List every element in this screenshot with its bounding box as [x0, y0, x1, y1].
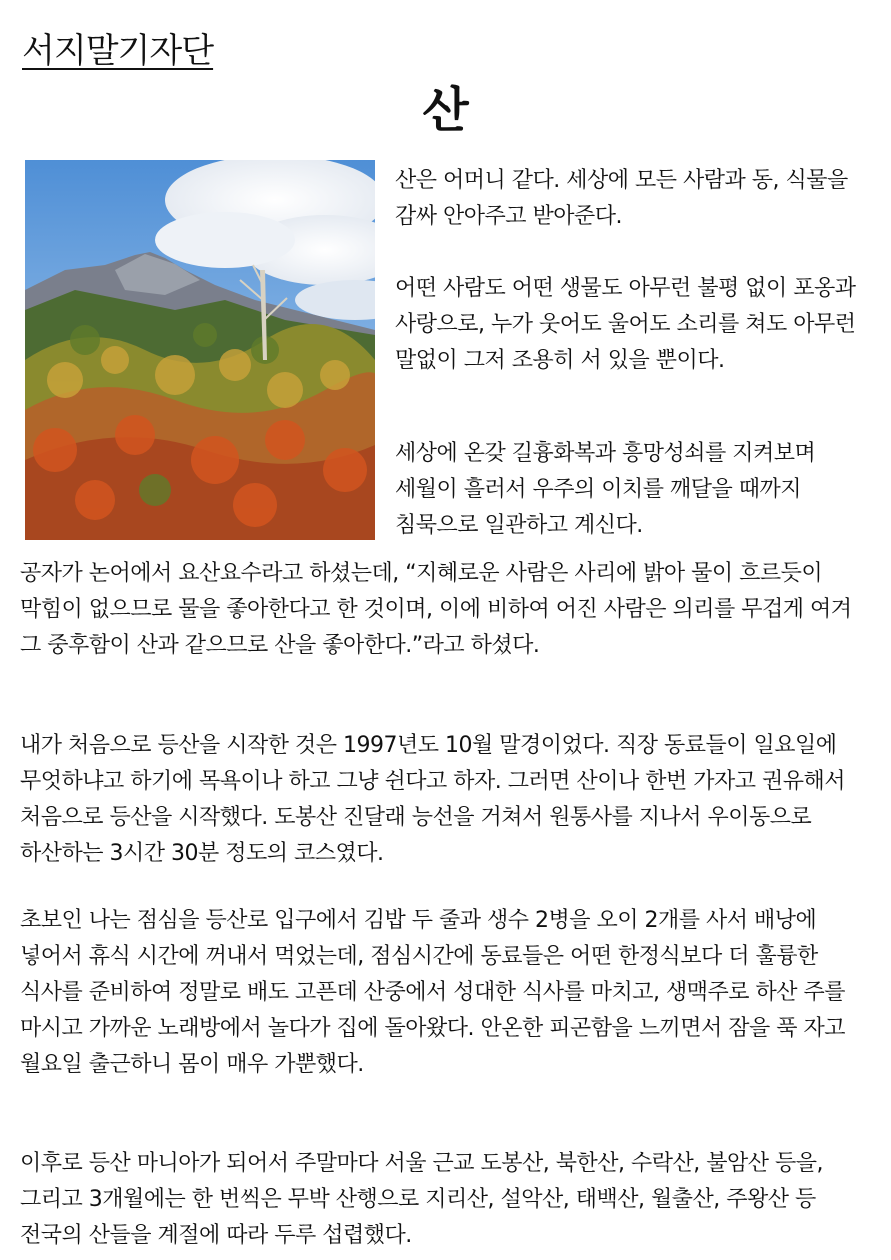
paragraph: 공자가 논어에서 요산요수라고 하셨는데, “지혜로운 사람은 사리에 밝아 물이 흐르듯이 막힘이 없으므로 물을 좋아한다고 한 것이며, 이에 비하여 어진 사람은 의리를 무겁게 여겨 그 중후함이 산과 같으므로 산을 좋아한다.”라고 하셨다.	[20, 561, 852, 658]
paragraph: 세상에 온갖 길흉화복과 흥망성쇠를 지켜보며 세월이 흘러서 우주의 이치를 깨달을 때까지 침묵으로 일관하고 계신다.	[395, 441, 816, 538]
paragraph: 어떤 사람도 어떤 생물도 아무런 불평 없이 포옹과 사랑으로, 누가 웃어도 울어도 소리를 쳐도 아무런 말없이 그저 조용히 서 있을 뿐이다.	[395, 276, 856, 373]
section-label: 서지말기자단	[22, 31, 214, 71]
paragraph: 초보인 나는 점심을 등산로 입구에서 김밥 두 줄과 생수 2병을 오이 2개를 사서 배낭에 넣어서 휴식 시간에 꺼내서 먹었는데, 점심시간에 동료들은 어떤 한정식보다 더 훌륭한 식사를 준비하여 정말로 배도 고픈데 산중에서 성대한 식사를 마치고, 생맥주로 하산 주를 마시고 가까운 노래방에서 놀다가 집에 돌아왔다. 안온한 피곤함을 느끼면서 잠을 푹 자고 월요일 출근하니 몸이 매우 가뿐했다.	[20, 908, 845, 1077]
paragraph: 이후로 등산 마니아가 되어서 주말마다 서울 근교 도봉산, 북한산, 수락산, 불암산 등을, 그리고 3개월에는 한 번씩은 무박 산행으로 지리산, 설악산, 태백산, 월출산, 주왕산 등 전국의 산들을 계절에 따라 두루 섭렵했다.	[20, 1151, 823, 1248]
article-title: 산	[422, 82, 469, 138]
paragraph: 내가 처음으로 등산을 시작한 것은 1997년도 10월 말경이었다. 직장 동료들이 일요일에 무엇하냐고 하기에 목욕이나 하고 그냥 쉰다고 하자. 그러면 산이나 한번 가자고 권유해서 처음으로 등산을 시작했다. 도봉산 진달래 능선을 거쳐서 원통사를 지나서 우이동으로 하산하는 3시간 30분 정도의 코스였다.	[20, 733, 845, 866]
mountain-photo	[25, 160, 375, 540]
paragraph: 산은 어머니 같다. 세상에 모든 사람과 동, 식물을 감싸 안아주고 받아준다.	[395, 168, 848, 229]
mountain-photo-illustration	[25, 160, 375, 540]
